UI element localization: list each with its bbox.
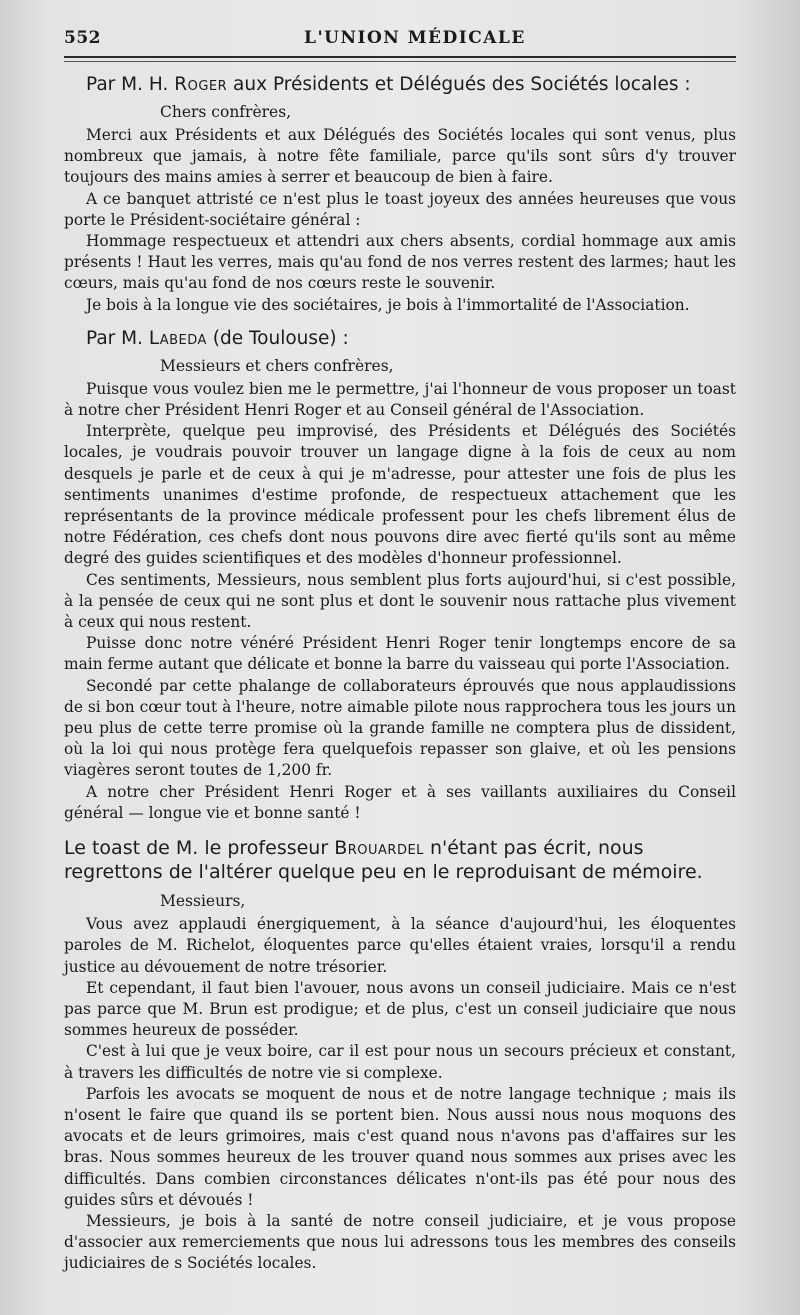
paragraph: A notre cher Président Henri Roger et à ses vaillants auxiliaires du Conseil général — longue vie et bonne santé ! <box>64 782 736 822</box>
header-rule <box>64 61 736 62</box>
section-heading-brouardel: Le toast de M. le professeur Brouardel n'étant pas écrit, nous regrettons de l'altérer quelque peu en le reproduisant de mémoire. <box>64 837 703 884</box>
speaker-name: Roger <box>174 74 228 95</box>
speaker-name: Brouardel <box>334 837 424 860</box>
paragraph: Et cependant, il faut bien l'avouer, nous avons un conseil judiciaire. Mais ce n'est pas parce que M. Brun est prodigue; et de plus, c'est un conseil judiciaire que nous sommes heureux de posséder. <box>64 978 736 1040</box>
salutation: Chers confrères, <box>160 103 292 121</box>
section-body-brouardel <box>64 914 736 1274</box>
paragraph: Vous avez applaudi énergiquement, à la séance d'aujourd'hui, les éloquentes paroles de M. Richelot, éloquentes parce qu'elles étaient vraies, lorsqu'il a rendu justice au dévouement de notre trésorier. <box>64 915 736 976</box>
paragraph: A ce banquet attristé ce n'est plus le toast joyeux des années heureuses que vous porte le Président-sociétaire général : <box>64 189 736 229</box>
section-body-labeda <box>64 379 736 824</box>
running-head <box>64 28 736 58</box>
section-body-roger <box>64 125 736 316</box>
salutation: Messieurs et chers confrères, <box>160 356 394 375</box>
paragraph: Ces sentiments, Messieurs, nous semblent plus forts aujourd'hui, si c'est possible, à la pensée de ceux qui ne sont plus et dont le souvenir nous rattache plus vivement à ceux qui nous restent. <box>64 570 736 632</box>
paragraph: Je bois à la longue vie des sociétaires, je bois à l'immortalité de l'Association. <box>86 295 690 314</box>
page-number: 552 <box>64 28 101 48</box>
paragraph: Hommage respectueux et attendri aux chers absents, cordial hommage aux amis présents ! Haut les verres, mais qu'au fond de nos verres restent des larmes; haut les cœurs, mais qu'au fond de nos cœurs reste le souvenir. <box>64 232 736 293</box>
paragraph: Merci aux Présidents et aux Délégués des Sociétés locales qui sont venus, plus nombreux que jamais, à notre fête familiale, parce qu'ils sont sûrs d'y trouver toujours des mains amies à serrer et beaucoup de bien à faire. <box>64 126 736 187</box>
paragraph: Puisque vous voulez bien me le permettre, j'ai l'honneur de vous proposer un toast à notre cher Président Henri Roger et au Conseil général de l'Association. <box>64 379 736 420</box>
paragraph: Puisse donc notre vénéré Président Henri Roger tenir longtemps encore de sa main ferme autant que délicate et bonne la barre du vaisseau qui porte l'Association. <box>64 634 736 674</box>
paragraph: Secondé par cette phalange de collaborateurs éprouvés que nous applaudissions de si bon cœur tout à l'heure, notre aimable pilote nous rapprochera tous les jours un peu plus de cette terre promise où la grande famille ne comptera plus de dissident, où la loi qui nous protège fera quelquefois repasser son glaive, et où les pensions viagères seront toutes de 1,200 fr. <box>64 676 736 780</box>
paragraph: Messieurs, je bois à la santé de notre conseil judiciaire, et je vous propose d'associer aux remerciements que nous lui adressons tous les membres des conseils judiciaires de s Sociétés locales. <box>64 1211 736 1273</box>
section-heading-roger: Par M. H. Roger aux Présidents et Délégués des Sociétés locales : <box>86 74 691 95</box>
paragraph: C'est à lui que je veux boire, car il est pour nous un secours précieux et constant, à travers les difficultés de notre vie si complexe. <box>64 1042 736 1082</box>
section-heading-labeda: Par M. Labeda (de Toulouse) : <box>86 327 349 349</box>
paragraph: Interprète, quelque peu improvisé, des Présidents et Délégués des Sociétés locales, je voudrais pouvoir trouver un langage digne à la fois de ceux au nom desquels je parle et de ceux à qui je m'adresse, pour attester une fois de plus les sentiments unanimes d'estime profonde, de respectueux attachement que les représentants de la province médicale professent pour les chefs librement élus de notre Fédération, ces chefs dont nous pouvons dire avec fierté qu'ils sont au même degré des guides scientifiques et des modèles d'honneur professionnel. <box>64 422 736 568</box>
speaker-name: Labeda <box>148 327 207 349</box>
journal-title: L'UNION MÉDICALE <box>304 28 526 48</box>
salutation: Messieurs, <box>160 892 246 911</box>
paragraph: Parfois les avocats se moquent de nous et de notre langage technique ; mais ils n'osent le faire que quand ils se portent bien. Nous aussi nous nous moquons des avocats et de leurs grimoires, mais c'est quand nous n'avons pas d'affaires sur les bras. Nous sommes heureux de les trouver quand nous sommes aux prises avec les difficultés. Dans combien circonstances délicates n'ont-ils pas été pour nous des guides sûrs et dévoués ! <box>64 1084 736 1209</box>
